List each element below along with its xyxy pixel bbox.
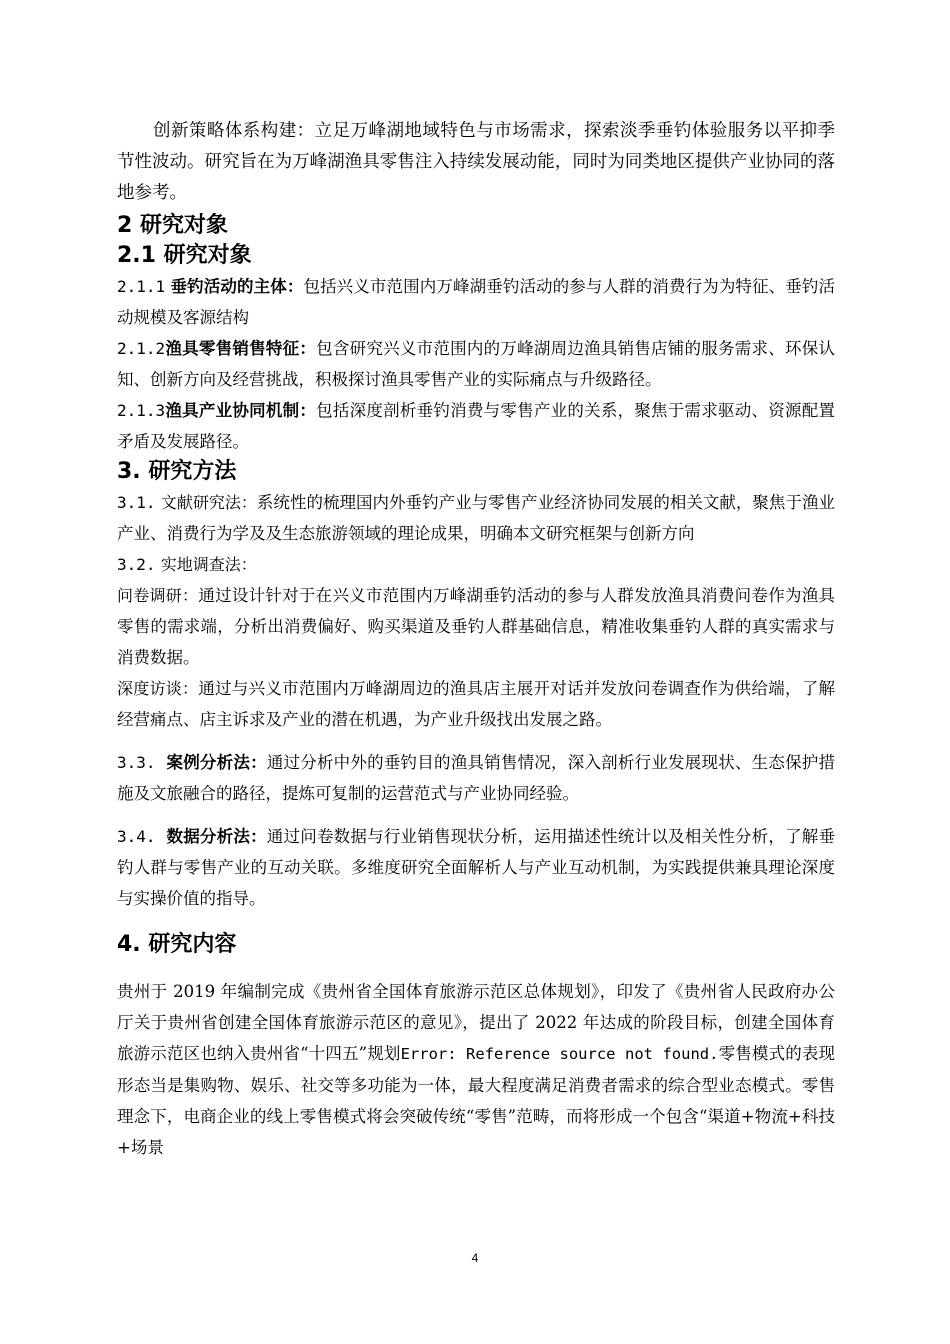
method-3-2-interview [117,673,835,735]
item-2-1-3 [117,395,835,457]
document-page [117,116,835,1163]
method-number: 3.3. [117,753,156,772]
item-number: 2.1.3 [117,401,166,420]
method-text: 通过设计针对于在兴义市范围内万峰湖垂钓活动的参与人群发放渔具消费问卷作为渔具零售的需求端，分析出消费偏好、购买渠道及垂钓人群基础信息，精准收集垂钓人群的真实需求与消费数据。 [117,586,835,667]
item-lead: 渔具零售销售特征： [165,339,317,358]
intro-paragraph: 创新策略体系构建：立足万峰湖地域特色与市场需求，探索淡季垂钓体验服务以平抑季节性波动。研究旨在为万峰湖渔具零售注入持续发展动能，同时为同类地区提供产业协同的落地参考。 [117,121,835,203]
section-2-heading: 2 研究对象 [117,213,228,238]
method-3-2 [117,549,835,580]
item-text: 包括兴义市范围内万峰湖垂钓活动的参与人群的消费行为为特征、垂钓活动规模及客源结构 [117,277,836,327]
method-3-4 [117,821,835,914]
method-lead: 实地调查法： [160,555,257,574]
paragraph-text: 零售模式的表现形态当是集购物、娱乐、社交等多功能为一体，最大程度满足消费者需求的综合型业态模式。零售理念下，电商企业的线上零售模式将会突破传统“零售”范畴，而将形成一个包含“渠道+物流+科技+场景 [117,1044,836,1157]
section-4-heading: 4. 研究内容 [117,932,237,957]
item-text: 包括深度剖析垂钓消费与零售产业的关系，聚焦于需求驱动、资源配置矛盾及发展路径。 [117,401,836,451]
section-2-1-heading: 2.1 研究对象 [117,243,252,268]
method-number: 3.4. [117,827,156,846]
item-lead: 渔具产业协同机制： [165,401,317,420]
reference-error: Error: Reference source not found. [400,1045,719,1063]
method-text: 通过问卷数据与行业销售现状分析，运用描述性统计以及相关性分析，了解垂钓人群与零售产业的互动关联。多维度研究全面解析人与产业互动机制，为实践提供兼具理论深度与实操价值的指导。 [117,827,835,908]
item-number: 2.1.1 [117,277,166,296]
method-3-3 [117,747,835,809]
method-lead: 文献研究法： [160,493,257,512]
method-number: 3.2. [117,555,156,574]
method-3-1 [117,487,835,549]
method-lead: 问卷调研： [117,586,199,605]
paragraph-text: 贵州于 2019 年编制完成《贵州省全国体育旅游示范区总体规划》，印发了《贵州省人民政府办公厅关于贵州省创建全国体育旅游示范区的意见》，提出了 2022 年达成的阶段目标，创建全国体育旅游示范区也纳入贵州省“十四五”规划 [117,982,835,1063]
item-number: 2.1.2 [117,339,166,358]
method-3-2-questionnaire [117,580,835,673]
item-2-1-1 [117,271,835,333]
method-lead: 深度访谈： [117,679,199,698]
section-3-heading: 3. 研究方法 [117,459,237,484]
method-text: 系统性的梳理国内外垂钓产业与零售产业经济协同发展的相关文献，聚焦于渔业产业、消费行为学及及生态旅游领域的理论成果，明确本文研究框架与创新方向 [117,493,835,543]
method-text: 通过分析中外的垂钓目的渔具销售情况，深入剖析行业发展现状、生态保护措施及文旅融合的路径，提炼可复制的运营范式与产业协同经验。 [117,753,835,803]
method-lead: 数据分析法： [166,827,267,846]
method-lead: 案例分析法： [166,753,267,772]
item-text: 包含研究兴义市范围内的万峰湖周边渔具销售店铺的服务需求、环保认知、创新方向及经营挑战，积极探讨渔具零售产业的实际痛点与升级路径。 [117,339,836,389]
method-text: 通过与兴义市范围内万峰湖周边的渔具店主展开对话并发放问卷调查作为供给端，了解经营痛点、店主诉求及产业的潜在机遇，为产业升级找出发展之路。 [117,679,835,729]
method-number: 3.1. [117,493,156,512]
item-lead: 垂钓活动的主体： [170,277,304,296]
item-2-1-2 [117,333,835,395]
page-number: 4 [471,1251,479,1265]
section-4-paragraph [117,976,835,1163]
